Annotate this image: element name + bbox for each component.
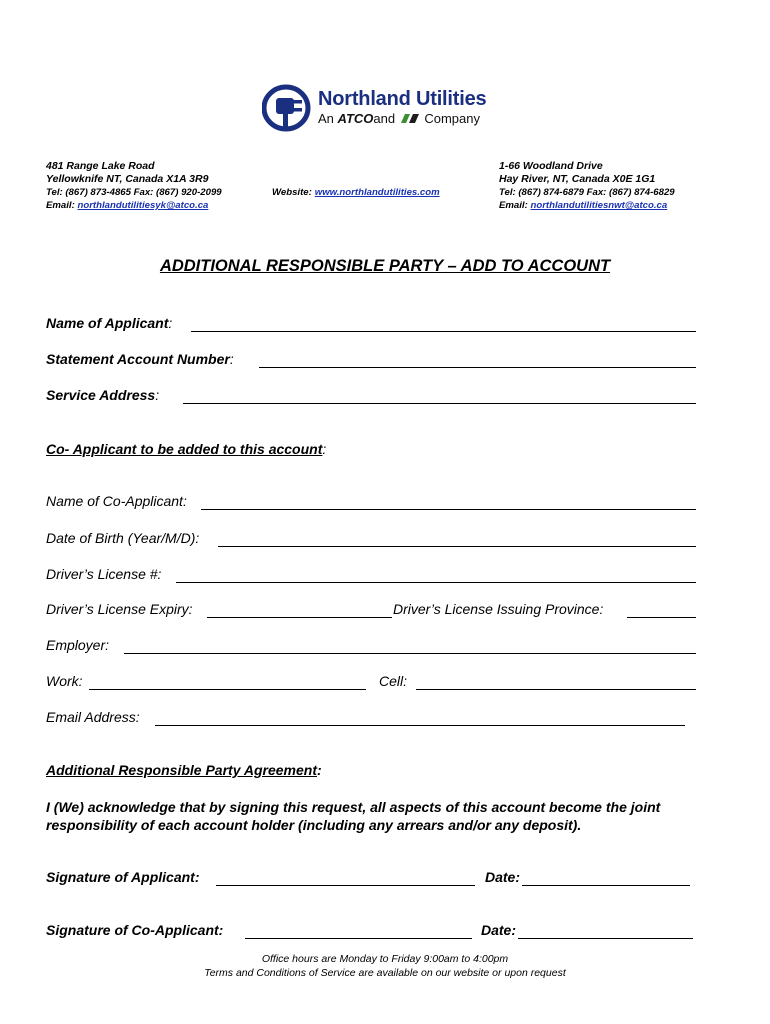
website-row — [272, 186, 440, 199]
logo-tagline-and: and — [373, 111, 396, 126]
cell-phone-field[interactable] — [416, 689, 696, 690]
yellowknife-office-address — [46, 160, 222, 212]
statement-account-field[interactable] — [259, 367, 696, 368]
right-email-link[interactable]: northlandutilitiesnwt@atco.ca — [530, 200, 668, 211]
left-address-line2: Yellowknife NT, Canada X1A 3R9 — [46, 173, 209, 185]
left-phone-fax: Tel: (867) 873-4865 Fax: (867) 920-2099 — [46, 187, 222, 198]
left-address-line1: 481 Range Lake Road — [46, 160, 155, 172]
dob-field[interactable] — [218, 546, 696, 547]
co-applicant-date-field[interactable] — [518, 938, 693, 939]
partner-logo-icon — [399, 113, 421, 124]
plug-logo-icon — [262, 84, 314, 132]
dl-province-label: Driver’s License Issuing Province: — [393, 601, 604, 617]
footer — [0, 952, 770, 980]
company-logo — [262, 84, 522, 134]
drivers-license-field[interactable] — [176, 582, 696, 583]
applicant-date-field[interactable] — [522, 885, 690, 886]
statement-account-label: Statement Account Number: — [46, 351, 234, 367]
employer-field[interactable] — [124, 653, 696, 654]
co-applicant-name-field[interactable] — [201, 509, 696, 510]
website-link[interactable]: www.northlandutilities.com — [314, 187, 440, 198]
website-label: Website: — [272, 187, 312, 198]
applicant-signature-label: Signature of Applicant: — [46, 869, 200, 885]
employer-label: Employer: — [46, 637, 110, 653]
left-email-label: Email: — [46, 200, 75, 211]
co-applicant-date-label: Date: — [481, 922, 517, 938]
dl-expiry-field[interactable] — [207, 617, 392, 618]
logo-tagline-prefix: An — [318, 111, 334, 126]
right-email-label: Email: — [499, 200, 528, 211]
applicant-name-label: Name of Applicant: — [46, 315, 173, 331]
service-address-label: Service Address: — [46, 387, 160, 403]
co-applicant-signature-label: Signature of Co-Applicant: — [46, 922, 224, 938]
agreement-text: I (We) acknowledge that by signing this request, all aspects of this account become the joint responsibility of each account holder (including any arrears and/or any deposit). — [46, 799, 661, 833]
service-address-field[interactable] — [183, 403, 696, 404]
right-phone-fax: Tel: (867) 874-6879 Fax: (867) 874-6829 — [499, 187, 675, 198]
dob-label: Date of Birth (Year/M/D): — [46, 530, 200, 546]
left-email-link[interactable]: northlandutilitiesyk@atco.ca — [77, 200, 209, 211]
logo-tagline — [318, 111, 480, 126]
work-phone-field[interactable] — [89, 689, 366, 690]
agreement-heading: Additional Responsible Party Agreement: — [46, 762, 322, 778]
co-applicant-heading: Co- Applicant to be added to this account: — [46, 441, 327, 457]
co-applicant-name-label: Name of Co-Applicant: — [46, 493, 187, 509]
hay-river-office-address — [499, 160, 675, 212]
email-address-field[interactable] — [155, 725, 685, 726]
drivers-license-label: Driver’s License #: — [46, 566, 162, 582]
email-address-label: Email Address: — [46, 709, 140, 725]
applicant-date-label: Date: — [485, 869, 521, 885]
logo-tagline-suffix: Company — [424, 111, 480, 126]
co-applicant-signature-field[interactable] — [245, 938, 472, 939]
right-email-row — [499, 199, 675, 212]
cell-phone-label: Cell: — [379, 673, 408, 689]
work-phone-label: Work: — [46, 673, 83, 689]
left-email-row — [46, 199, 222, 212]
dl-expiry-label: Driver’s License Expiry: — [46, 601, 193, 617]
office-hours-text: Office hours are Monday to Friday 9:00am to 4:00pm — [261, 953, 509, 965]
right-address-line1: 1-66 Woodland Drive — [499, 160, 603, 172]
terms-text: Terms and Conditions of Service are available on our website or upon request — [204, 967, 566, 979]
form-title: ADDITIONAL RESPONSIBLE PARTY – ADD TO ACCOUNT — [159, 257, 611, 275]
dl-province-field[interactable] — [627, 617, 696, 618]
applicant-name-field[interactable] — [191, 331, 696, 332]
logo-name: Northland Utilities — [318, 88, 487, 110]
logo-atco: ATCO — [337, 111, 374, 126]
right-address-line2: Hay River, NT, Canada X0E 1G1 — [499, 173, 656, 185]
applicant-signature-field[interactable] — [216, 885, 475, 886]
